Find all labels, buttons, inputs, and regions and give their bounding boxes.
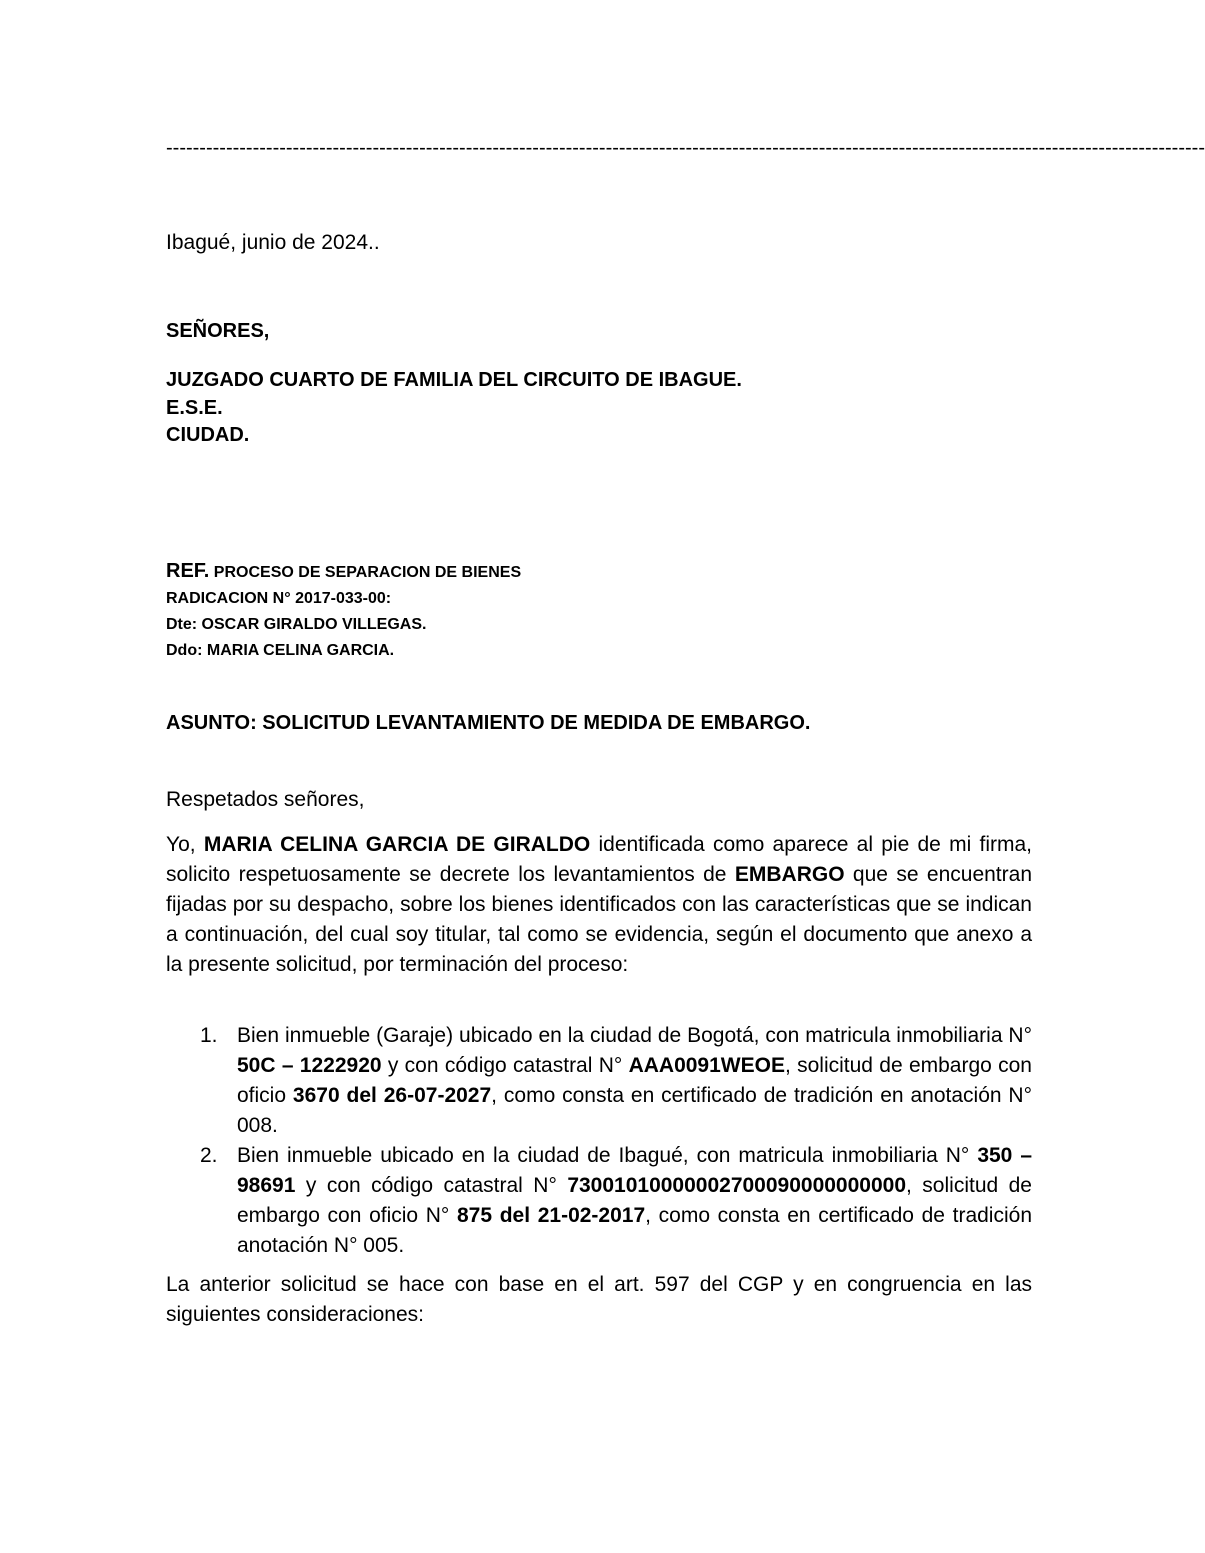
- date-line: Ibagué, junio de 2024..: [166, 231, 380, 254]
- item-oficio: 3670 del 26-07-2027: [292, 1084, 492, 1107]
- item-text: , solicitud de embargo con oficio: [237, 1054, 1032, 1107]
- body-paragraph: [166, 830, 1032, 980]
- reference-block: [166, 558, 521, 664]
- item-text: , como consta en certificado de tradición anotación N° 005.: [237, 1204, 1032, 1257]
- addressee-court: JUZGADO CUARTO DE FAMILIA DEL CIRCUITO DE IBAGUE.: [166, 369, 742, 391]
- closing-paragraph: La anterior solicitud se hace con base en el art. 597 del CGP y en congruencia en las siguientes consideraciones:: [166, 1273, 1032, 1326]
- property-list: [166, 1021, 1032, 1261]
- greeting: Respetados señores,: [166, 788, 365, 811]
- item-text: , solicitud de embargo con oficio N°: [237, 1174, 1032, 1227]
- list-item: [166, 1141, 1032, 1261]
- reference-label: REF.: [166, 560, 210, 582]
- item-text: , como consta en certificado de tradición en anotación N° 008.: [237, 1084, 1032, 1137]
- separator-line: ------------------------------------------------------------------------------------------------------------------------------------------------------------: [166, 137, 1205, 159]
- reference-process-line: [166, 558, 521, 586]
- reference-demandante: Dte: OSCAR GIRALDO VILLEGAS.: [166, 616, 427, 633]
- addressee-ese: E.S.E.: [166, 396, 223, 419]
- body-text: identificada como aparece al pie de mi firma, solicito respetuosamente se decrete los levantamientos de: [166, 833, 1032, 886]
- body-text: que se encuentran fijadas por su despacho, sobre los bienes identificados con las características que se indican a continuación, del cual soy titular, tal como se evidencia, según el documento que anexo a la presente solicitud, por terminación del proceso:: [166, 863, 1032, 976]
- requester-name: MARIA CELINA GARCIA DE GIRALDO: [203, 833, 591, 856]
- embargo-keyword: EMBARGO: [734, 863, 845, 886]
- subject-line: ASUNTO: SOLICITUD LEVANTAMIENTO DE MEDIDA DE EMBARGO.: [166, 712, 811, 734]
- addressee-city: CIUDAD.: [166, 424, 250, 446]
- reference-radicacion: RADICACION N° 2017-033-00:: [166, 590, 392, 607]
- reference-process: PROCESO DE SEPARACION DE BIENES: [213, 564, 522, 581]
- item-catastral: AAA0091WEOE: [628, 1054, 785, 1077]
- salutation-header: SEÑORES,: [166, 320, 270, 342]
- item-text: y con código catastral N°: [295, 1174, 568, 1197]
- item-text: Bien inmueble (Garaje) ubicado en la ciudad de Bogotá, con matricula inmobiliaria N°: [237, 1024, 1032, 1047]
- list-number: 1.: [200, 1024, 218, 1047]
- list-item: [166, 1021, 1032, 1141]
- item-oficio: 875 del 21-02-2017: [457, 1204, 646, 1227]
- body-text: Yo,: [166, 833, 204, 856]
- list-number: 2.: [200, 1144, 218, 1167]
- item-text: Bien inmueble ubicado en la ciudad de Ibagué, con matricula inmobiliaria N°: [237, 1144, 978, 1167]
- addressee-block: [166, 367, 742, 450]
- item-matricula: 350 – 98691: [237, 1144, 1033, 1197]
- item-text: y con código catastral N°: [381, 1054, 629, 1077]
- item-matricula: 50C – 1222920: [237, 1054, 382, 1077]
- item-catastral: 73001010000002700090000000000: [567, 1174, 907, 1197]
- reference-demandado: Ddo: MARIA CELINA GARCIA.: [166, 642, 395, 659]
